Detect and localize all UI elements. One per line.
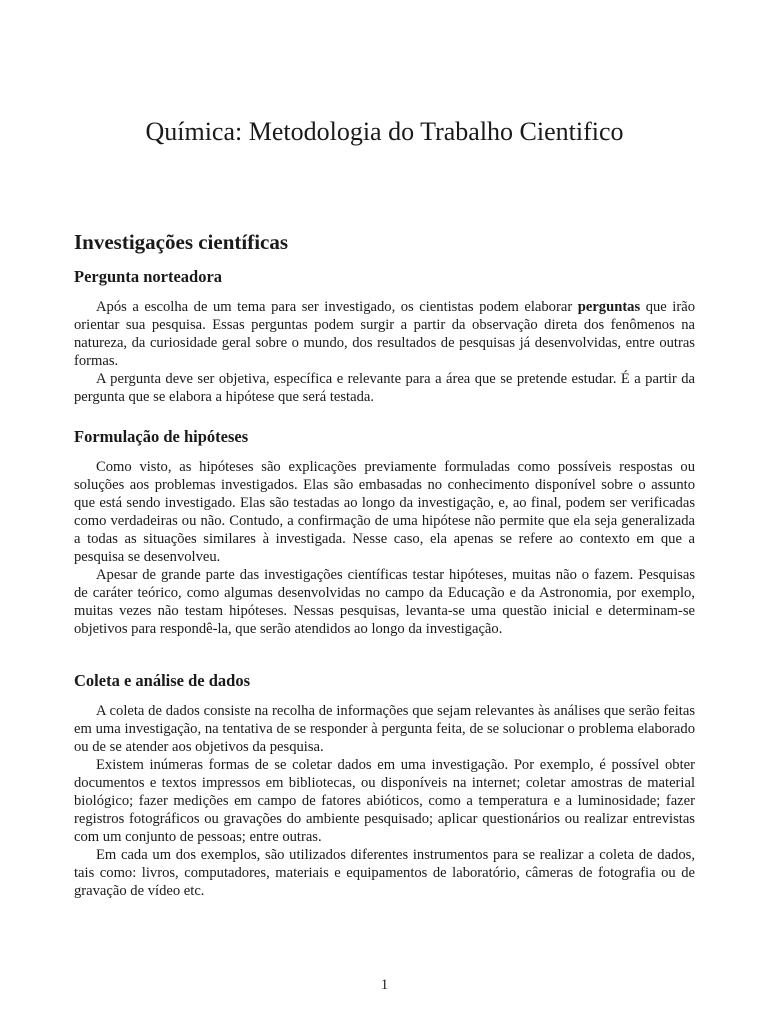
subsection-heading: Pergunta norteadora	[74, 267, 223, 286]
paragraph: Existem inúmeras formas de se coletar dados em uma investigação. Por exemplo, é possível obter documentos e textos impressos em bibliotecas, ou disponíveis na internet; coletar amostras de material biológico; fazer medições em campo de fatores abióticos, como a temperatura e a luminosidade; fazer registros fotográficos ou gravações do ambiente pesquisado; aplicar questionários ou realizar entrevistas com um conjunto de pessoas; entre outras.	[74, 757, 695, 845]
section-title: Investigações científicas	[74, 230, 289, 254]
paragraph: Apesar de grande parte das investigações científicas testar hipóteses, muitas não o fazem. Pesquisas de caráter teórico, como algumas desenvolvidas no campo da Educação e da Astronomia, por exemplo, muitas vezes não testam hipóteses. Nessas pesquisas, levanta-se uma questão inicial e determinam-se objetivos para respondê-la, que serão atendidos ao longo da investigação.	[74, 567, 695, 637]
subsection-heading: Formulação de hipóteses	[74, 427, 249, 446]
document-title: Química: Metodologia do Trabalho Cientifico	[145, 117, 624, 146]
subsection-heading: Coleta e análise de dados	[74, 671, 251, 690]
paragraph: A coleta de dados consiste na recolha de informações que sejam relevantes às análises que serão feitas em uma investigação, na tentativa de se responder à pergunta feita, de se solucionar o problema elaborado ou de se atender aos objetivos da pesquisa.	[74, 703, 695, 755]
paragraph-text: Após a escolha de um tema para ser investigado, os cientistas podem elaborar	[96, 299, 578, 315]
paragraph: Como visto, as hipóteses são explicações previamente formuladas como possíveis respostas ou soluções aos problemas investigados. Elas são embasadas no conhecimento disponível sobre o assunto que está sendo investigado. Elas são testadas ao longo da investigação, e, ao final, podem ser verificadas como verdadeiras ou não. Contudo, a confirmação de uma hipótese não permite que ela seja generalizada a todas as situações similares à investigada. Nesse caso, ela apenas se refere ao contexto em que a pesquisa se desenvolveu.	[74, 459, 695, 565]
paragraph	[74, 298, 695, 370]
bold-term: perguntas	[577, 299, 641, 315]
subsection-pergunta-norteadora	[74, 265, 695, 406]
document-page	[74, 0, 695, 1024]
page-number: 1	[380, 977, 389, 993]
subsection-formulacao-de-hipoteses	[74, 425, 695, 638]
paragraph-text: que irão orientar sua pesquisa. Essas perguntas podem surgir a partir da observação direta dos fenômenos na natureza, da curiosidade geral sobre o mundo, dos resultados de pesquisas já desenvolvidas, entre outras formas.	[74, 299, 695, 369]
paragraph: Em cada um dos exemplos, são utilizados diferentes instrumentos para se realizar a coleta de dados, tais como: livros, computadores, materiais e equipamentos de laboratório, câmeras de fotografia ou de gravação de vídeo etc.	[74, 847, 695, 899]
paragraph: A pergunta deve ser objetiva, específica e relevante para a área que se pretende estudar. É a partir da pergunta que se elabora a hipótese que será testada.	[74, 371, 695, 405]
subsection-coleta-e-analise-de-dados	[74, 669, 695, 900]
